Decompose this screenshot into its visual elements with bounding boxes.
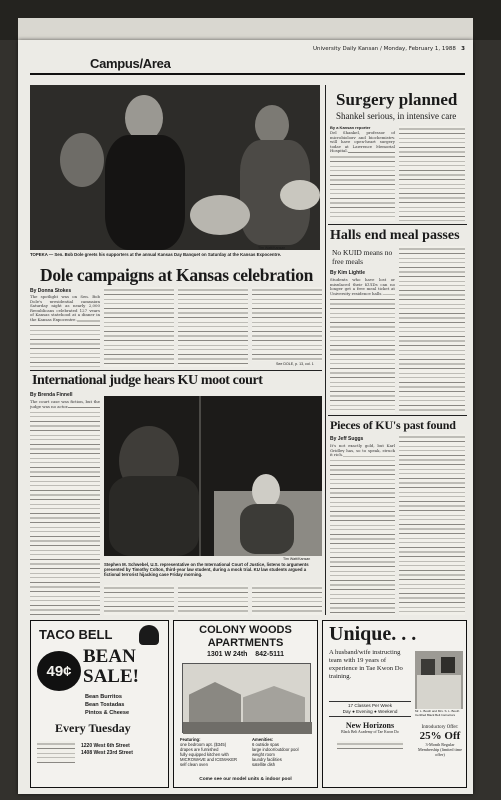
feature-item: drapes are furnished [180,747,219,752]
building-right [243,686,305,724]
student-speaker-body [109,476,199,556]
dole-column-4 [252,287,322,361]
address-line: 1408 West 23rd Street [81,750,133,756]
halls-deck: No KUID means no free meals [332,248,393,266]
colony-features [180,737,248,767]
halls-column-2 [399,246,465,413]
halls-bottom-rule [328,415,467,416]
dole-column-3 [178,287,248,367]
colony-title-1: COLONY WOODS [199,624,292,636]
halls-headline: Halls end meal passes [330,228,460,243]
judge-column-4 [252,585,322,615]
dole-column-1 [30,295,100,367]
features-label: Featuring: [180,737,201,742]
unique-body: A husband/wife instructing team with 19 years of experience in Tae Kwon Do training. [329,649,403,680]
every-tuesday-banner: Every Tuesday [55,721,131,735]
menu-item: Bean Tostadas [85,702,125,708]
offer-value: 25% Off [419,730,461,742]
dole-photo [30,85,320,250]
surgery-headline: Surgery planned [336,90,458,109]
judge-photo-caption [104,562,322,577]
taco-bell-brand: TACO BELL [39,627,113,642]
dole-photo-credit: Tim Watt/Kansan [258,246,286,250]
surgery-bottom-rule [328,224,467,225]
instructor-1 [421,659,435,675]
amenity-item: 6 outside spas [252,742,280,747]
page-number: 3 [461,46,465,52]
instructors-photo [415,651,463,709]
offer-detail: 3-Month Regular Membership (limited time offer) [418,742,462,757]
feature-item: fully equipped kitchen with MICROWAVE and ICEMAKER [180,752,238,762]
pieces-headline: Pieces of KU's past found [330,418,456,432]
dole-bottom-rule [30,370,322,371]
schedule-text: 17 Classes Per Week [347,703,393,708]
colony-amenities [252,737,316,767]
colony-contact [174,651,317,658]
price-text: 49¢ [46,662,72,680]
column-divider [325,85,326,615]
schwebel-face [252,474,280,508]
menu-item: Pintos & Cheese [85,710,130,716]
unique-headline: Unique. . . [329,623,417,645]
taco-bell-ad [30,620,169,788]
dole-suit [105,135,185,250]
schedule-times: Day ● Evening ● Weekend [342,709,398,714]
colony-address: 1301 W 24th [206,651,248,658]
schedule-box [329,701,411,717]
surgery-lead: Del Shankel, professor of microbiology and biochemistry, will have open-heart surgery today at Lawrence Memorial Hospital. [330,131,395,154]
pieces-lead: It's not exactly gold, but Karl Gridley has, so to speak, struck it rich. [330,444,395,458]
judge-byline: By Brenda Finnell [30,392,73,398]
pieces-column-2 [399,434,465,615]
tae-kwon-do-ad [322,620,467,788]
price-badge [37,651,81,691]
instructor-2 [441,657,455,673]
new-horizons-logo [329,721,411,734]
supporter-woman [60,133,104,187]
amenity-item: satellite dish [252,762,276,767]
colony-footer: Come see our model units & indoor pool [199,777,292,782]
previous-page-edge [18,18,473,42]
colony-woods-ad [173,620,318,788]
offer-box [415,725,465,757]
dole-caption-text: TOPEKA — Sen. Bob Dole greets his supporters at the annual Kansas Day Banquet on Saturday at the Kansas Expocentre. [30,252,282,257]
feature-item: self clean oven [180,762,208,767]
amenity-item: large indoor/outdoor pool [252,747,299,752]
judge-photo [104,396,322,556]
feature-item: one bedroom apt. ($345) [180,742,227,747]
running-head-text: University Daily Kansan / Monday, February 1, 1988 [313,46,456,52]
coupon-fine-print [37,741,75,763]
surgery-column-1 [330,131,395,221]
colony-title-2: APARTMENTS [207,637,284,649]
judge-lead: The court case was fiction, but the judge was no actor. [30,400,100,409]
surgery-byline: By a Kansan reporter [330,125,371,130]
judge-headline: International judge hears KU moot court [32,373,263,388]
judge-column-2 [104,585,174,615]
school-name: New Horizons [345,721,395,730]
schwebel-body [240,504,294,554]
dole-photo-caption [30,252,320,257]
address-line: 1220 West 6th Street [81,743,130,749]
section-title: Campus/Area [90,56,171,71]
pieces-byline: By Jeff Suggs [330,436,364,442]
colony-phone: 842-5111 [255,651,285,658]
section-rule [30,73,465,75]
instructors-caption: Mr. L. Booth and Mrs. S. L. Booth Certified Black Belt Instructors [415,709,460,717]
light-spot [280,180,320,210]
dole-column-2 [104,287,174,367]
offer-label: Introductory Offer: [421,725,459,730]
amenity-item: laundry facilities [252,757,282,762]
supporter-right [255,105,289,145]
dole-byline: By Donna Stokes [30,288,72,294]
building-left [189,682,241,724]
dole-jump: See DOLE, p. 13, col. 1 [276,362,314,366]
halls-byline: By Kim Lightle [330,270,366,276]
judge-column-3 [178,585,248,615]
halls-lead: Students who have lost or misplaced their KUIDs can no longer get a free meal ticket at University residence halls. [330,278,395,296]
amenities-label: Amenities: [252,737,274,742]
school-subtitle: Black Belt Academy of Tae Kwon Do [341,730,399,734]
judge-caption-text: Stephen M. Schwebel, U.S. representative on the International Court of Justice, listens to arguments presented by Timothy Colton, third-year law student, during a mock trial. KU law students argued a fictional terrorist hijacking case Friday morning. [104,562,309,577]
newspaper-page [18,40,473,794]
menu-item: Bean Burritos [85,694,122,700]
shrubs [183,722,312,734]
taco-bell-logo [39,627,112,642]
amenity-item: weight room [252,752,275,757]
school-address [337,741,403,749]
surgery-deck: Shankel serious, in intensive care [336,111,457,121]
surgery-column-2 [399,126,465,221]
hands [190,195,250,235]
menu-items [85,693,129,717]
judge-photo-credit: Tim Watt/Kansan [283,557,311,561]
halls-column-1 [330,278,395,413]
uniforms [417,675,461,709]
bean-sale-headline: BEAN SALE! [83,646,139,687]
apartment-illustration [182,663,311,733]
dole-lead: The spotlight was on Sen. Bob Dole's presidential campaign Saturday night as nearly 2,000 Republicans celebrated 127 years of Kansas statehood at a dinner in the Kansas Expocentre. [30,295,100,322]
pieces-column-1 [330,444,395,615]
wall-edge [199,396,201,556]
judge-column-1 [30,400,100,615]
bell-icon [139,625,159,645]
taco-bell-address [81,743,133,757]
running-head [313,46,465,52]
dole-headline: Dole campaigns at Kansas celebration [40,265,314,285]
